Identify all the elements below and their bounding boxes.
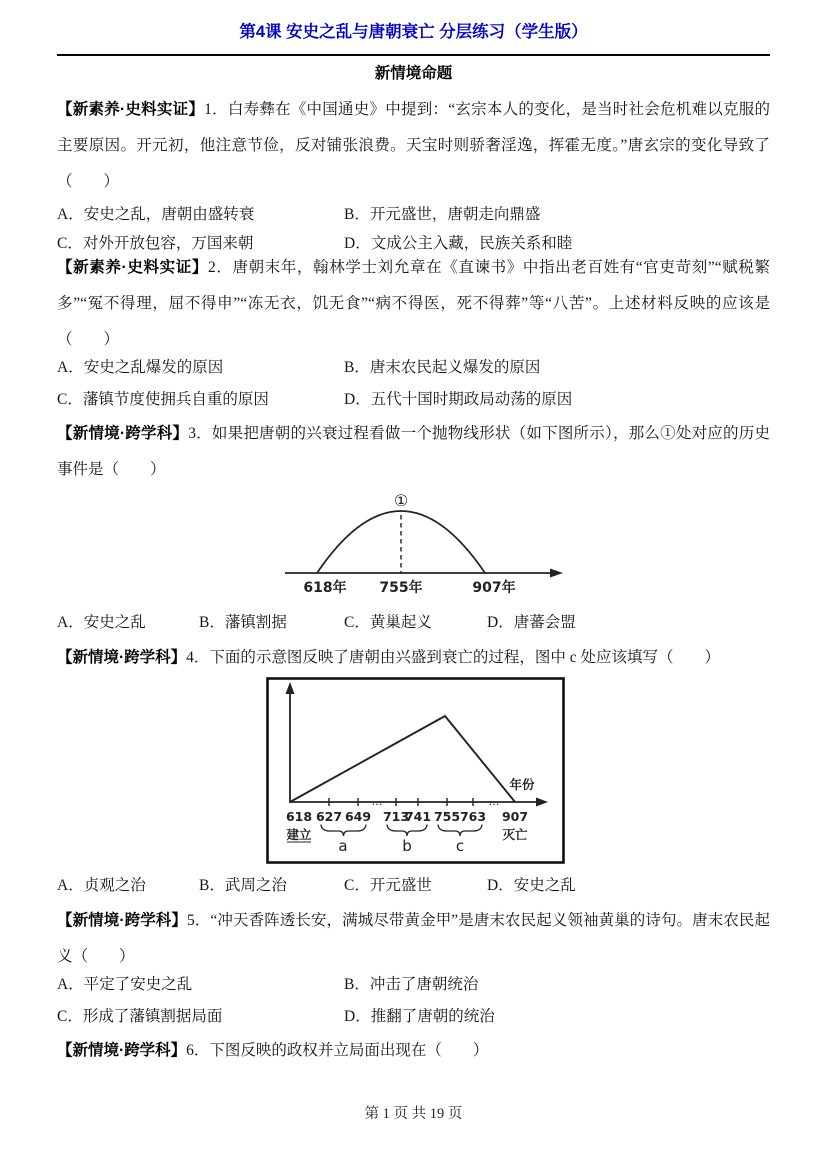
option-a: A．安史之乱，唐朝由盛转衰	[57, 206, 255, 223]
question-3-tag: 【新情境·跨学科】	[57, 425, 189, 442]
option-d: D．文成公主入藏，民族关系和睦	[344, 235, 573, 252]
option-b: B．冲击了唐朝统治	[344, 976, 479, 993]
question-6-stem: 6．下图反映的政权并立局面出现在（ ）	[186, 1042, 489, 1059]
brace-b	[387, 825, 427, 836]
brace-label-a: a	[338, 837, 348, 855]
year-label-618: 618	[285, 809, 313, 824]
option-b: B．开元盛世，唐朝走向鼎盛	[344, 206, 541, 223]
year-label-755: 755	[433, 809, 461, 824]
question-6	[57, 1033, 770, 1069]
axis-ellipsis-left: …	[371, 795, 383, 808]
page-footer: 第 1 页 共 19 页	[364, 1106, 463, 1122]
title-divider	[57, 54, 770, 56]
question-4-options	[57, 871, 770, 901]
year-label-649: 649	[344, 809, 372, 824]
question-1-stem: 1．白寿彝在《中国通史》中提到：“玄宗本人的变化，是当时社会危机难以克服的主要原因。开元初，他注意节俭，反对铺张浪费。天宝时则骄奢淫逸，挥霍无度。”唐玄宗的变化导致了（ ）	[57, 101, 770, 190]
option-c: C．开元盛世	[344, 877, 432, 894]
question-3-stem: 3．如果把唐朝的兴衰过程看做一个抛物线形状（如下图所示），那么①处对应的历史事件是（ ）	[57, 425, 770, 478]
y-axis-arrow-icon	[286, 682, 295, 694]
axis-arrow-icon	[550, 569, 563, 578]
x-axis-caption: 年份	[509, 777, 535, 792]
brace-label-b: b	[402, 837, 412, 855]
question-4	[57, 640, 770, 676]
option-c: C．藩镇节度使拥兵自重的原因	[57, 391, 269, 408]
year-label-618: 618年	[303, 580, 347, 596]
year-label-763: 763	[459, 809, 487, 824]
question-5-tag: 【新情境·跨学科】	[57, 912, 187, 929]
option-b: B．唐末农民起义爆发的原因	[344, 359, 541, 376]
question-2-tag: 【新素养·史料实证】	[57, 259, 208, 276]
year-label-755: 755年	[379, 580, 423, 596]
option-b: B．藩镇割据	[199, 614, 287, 631]
question-6-tag: 【新情境·跨学科】	[57, 1042, 187, 1059]
year-label-713: 713	[382, 809, 410, 824]
question-5-options	[57, 969, 770, 1033]
brace-c	[438, 825, 482, 836]
year-labels	[286, 809, 528, 824]
question-2-stem: 2．唐朝末年，翰林学士刘允章在《直谏书》中指出老百姓有“官吏苛刻”“赋税繁多”“冤不得理，屈不得申”“冻无衣，饥无食”“病不得医，死不得葬”等“八苦”。上述材料反映的应该是（ ）	[57, 259, 770, 348]
option-d: D．推翻了唐朝的统治	[344, 1008, 495, 1025]
section-title: 新情境命题	[374, 65, 453, 82]
option-a: A．贞观之治	[57, 877, 146, 894]
question-5-stem: 5．“冲天香阵透长安，满城尽带黄金甲”是唐末农民起义领袖黄巢的诗句。唐末农民起义（ ）	[57, 912, 770, 965]
option-d: D．五代十国时期政局动荡的原因	[344, 391, 573, 408]
start-caption: 建立	[286, 827, 312, 842]
x-axis-arrow-icon	[536, 798, 548, 807]
question-4-tag: 【新情境·跨学科】	[57, 649, 187, 666]
end-caption: 灭亡	[502, 827, 528, 842]
option-a: A．平定了安史之乱	[57, 976, 193, 993]
parabola-figure	[57, 488, 770, 606]
brace-label-c: c	[455, 837, 465, 855]
page-title: 第4课 安史之乱与唐朝衰亡 分层练习（学生版）	[239, 23, 588, 41]
question-4-stem: 4．下面的示意图反映了唐朝由兴盛到衰亡的过程，图中 c 处应该填写（ ）	[186, 649, 721, 666]
peak-marker-label: ①	[393, 491, 409, 510]
timeline-chart	[266, 677, 566, 865]
question-3-options	[57, 608, 770, 638]
rise-fall-trend-line	[290, 716, 515, 802]
year-label-627: 627	[315, 809, 343, 824]
question-5	[57, 903, 770, 975]
timeline-figure	[57, 677, 770, 865]
option-c: C．对外开放包容，万国来朝	[57, 235, 254, 252]
option-d: D．安史之乱	[487, 877, 576, 894]
option-c: C．形成了藩镇割据局面	[57, 1008, 223, 1025]
brace-a	[321, 825, 366, 836]
question-3	[57, 416, 770, 488]
year-label-907: 907	[501, 809, 529, 824]
question-2	[57, 250, 770, 358]
option-a: A．安史之乱	[57, 614, 146, 631]
option-a: A．安史之乱爆发的原因	[57, 359, 224, 376]
option-b: B．武周之治	[199, 877, 287, 894]
question-1	[57, 92, 770, 200]
axis-ellipsis-right: …	[488, 795, 500, 808]
option-c: C．黄巢起义	[344, 614, 432, 631]
question-1-tag: 【新素养·史料实证】	[57, 101, 205, 118]
underbraces	[321, 825, 482, 836]
year-label-907: 907年	[472, 580, 516, 596]
parabola-chart	[283, 488, 565, 606]
year-label-741: 741	[404, 809, 432, 824]
question-2-options	[57, 352, 770, 416]
option-d: D．唐蕃会盟	[487, 614, 576, 631]
brace-letter-labels	[338, 837, 464, 855]
